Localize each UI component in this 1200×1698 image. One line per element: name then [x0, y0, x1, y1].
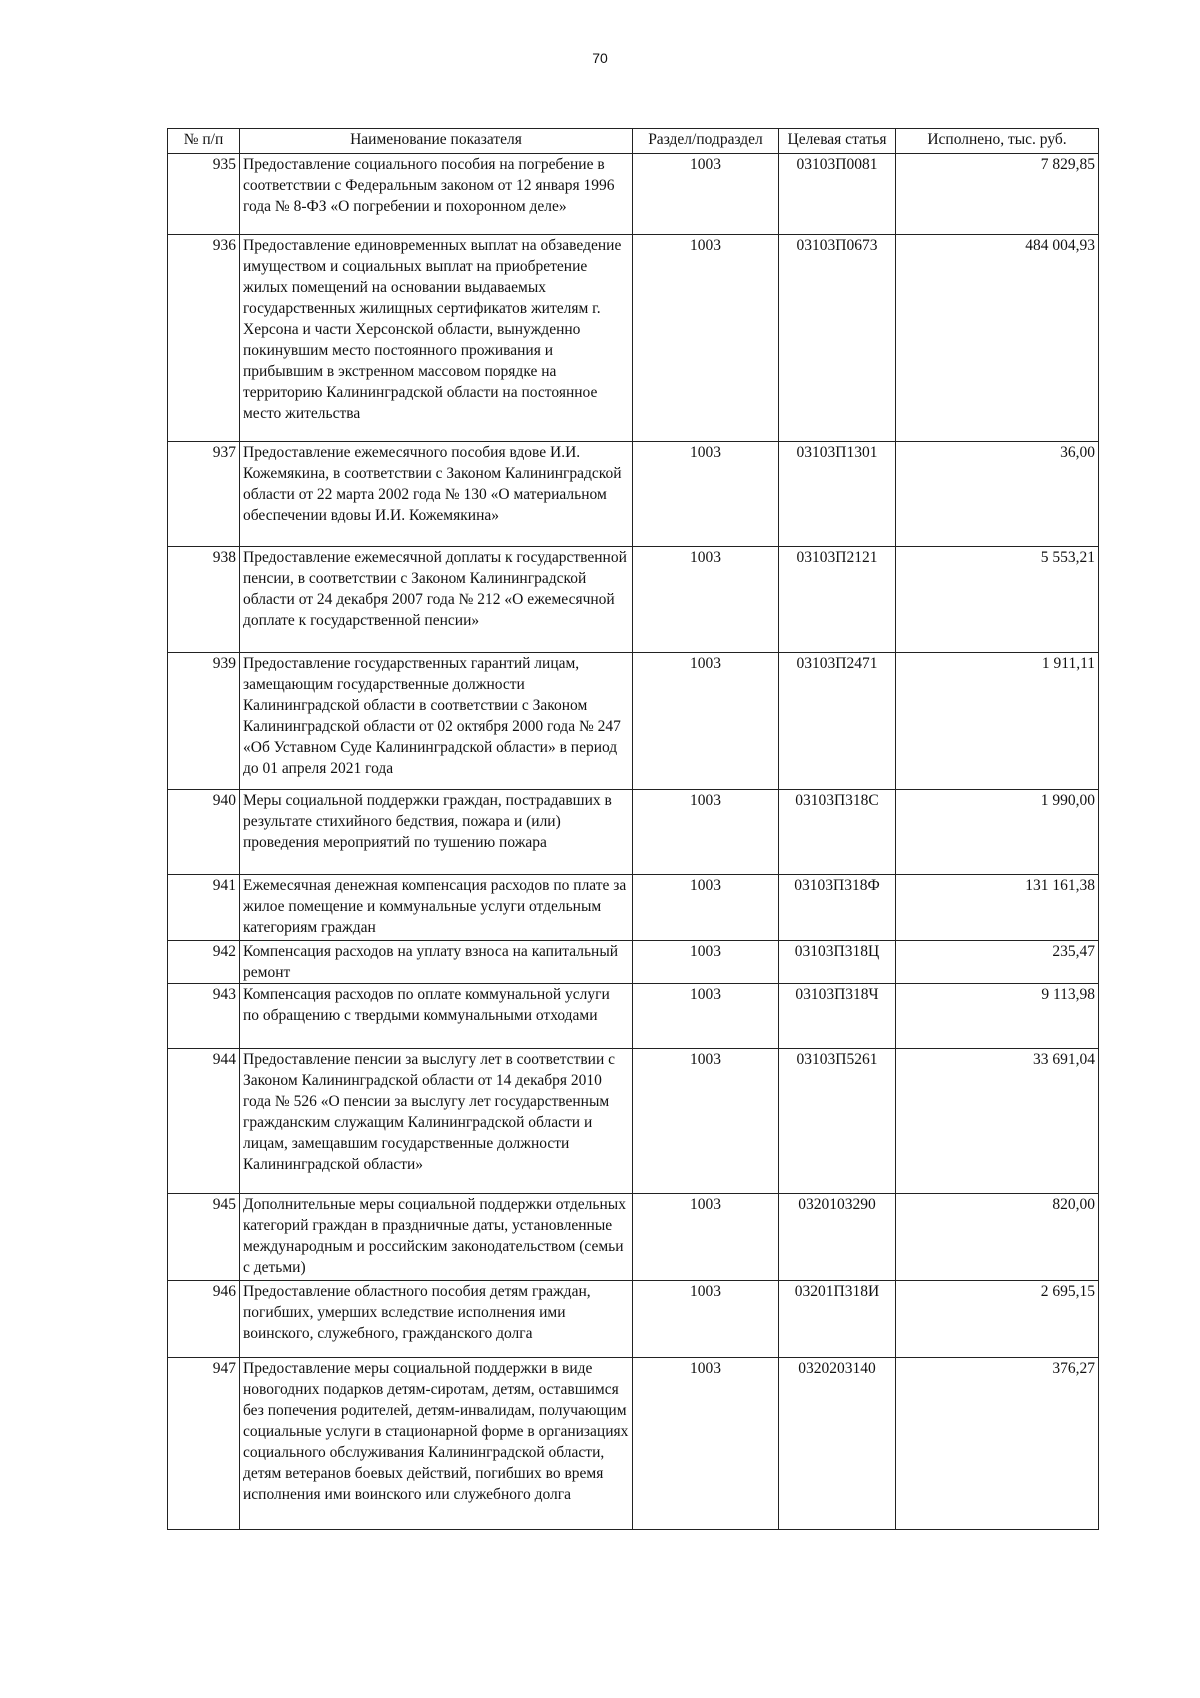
row-name: Предоставление ежемесячного пособия вдове И.И. Кожемякина, в соответствии с Законом Калининградской области от 22 марта 2002 года № 130 «О материальном обеспечении вдовы И.И. Кожемякина» — [240, 442, 633, 547]
table-row — [168, 154, 1099, 235]
row-section: 1003 — [633, 941, 779, 984]
header-row — [168, 129, 1099, 154]
row-number: 947 — [168, 1358, 240, 1530]
row-section: 1003 — [633, 1049, 779, 1194]
row-section: 1003 — [633, 442, 779, 547]
row-amount: 1 990,00 — [896, 790, 1099, 875]
row-amount: 1 911,11 — [896, 653, 1099, 790]
page-number: 70 — [592, 50, 608, 66]
table-row — [168, 875, 1099, 941]
header-num: № п/п — [168, 129, 240, 154]
table-row — [168, 547, 1099, 653]
row-amount: 9 113,98 — [896, 984, 1099, 1049]
row-name: Предоставление пенсии за выслугу лет в соответствии с Законом Калининградской области от 14 декабря 2010 года № 526 «О пенсии за выслугу лет государственным гражданским служащим Калининградской области и лицам, замещавшим государственные должности Калининградской области» — [240, 1049, 633, 1194]
row-number: 935 — [168, 154, 240, 235]
row-name: Компенсация расходов по оплате коммунальной услуги по обращению с твердыми коммунальными отходами — [240, 984, 633, 1049]
row-number: 944 — [168, 1049, 240, 1194]
row-section: 1003 — [633, 1194, 779, 1281]
header-amount: Исполнено, тыс. руб. — [896, 129, 1099, 154]
row-name: Предоставление меры социальной поддержки в виде новогодних подарков детям-сиротам, детям, оставшимся без попечения родителей, детям-инвалидам, получающим социальные услуги в стационарной форме в организациях социального обслуживания Калининградской области, детям ветеранов боевых действий, погибших во время исполнения ими воинского или служебного долга — [240, 1358, 633, 1530]
row-article: 03103П318С — [779, 790, 896, 875]
row-name: Предоставление единовременных выплат на обзаведение имуществом и социальных выплат на приобретение жилых помещений на основании выдаваемых государственных жилищных сертификатов жителям г. Херсона и части Херсонской области, вынужденно покинувшим место постоянного проживания и прибывшим в экстренном массовом порядке на территорию Калининградской области на постоянное место жительства — [240, 235, 633, 442]
row-section: 1003 — [633, 235, 779, 442]
row-amount: 5 553,21 — [896, 547, 1099, 653]
row-article: 03103П318Ц — [779, 941, 896, 984]
row-article: 03103П5261 — [779, 1049, 896, 1194]
row-article: 03103П2471 — [779, 653, 896, 790]
row-section: 1003 — [633, 154, 779, 235]
row-name: Предоставление государственных гарантий лицам, замещающим государственные должности Калининградской области в соответствии с Законом Калининградской области от 02 октября 2000 года № 247 «Об Уставном Суде Калининградской области» в период до 01 апреля 2021 года — [240, 653, 633, 790]
row-amount: 36,00 — [896, 442, 1099, 547]
row-name: Предоставление ежемесячной доплаты к государственной пенсии, в соответствии с Законом Калининградской области от 24 декабря 2007 года № 212 «О ежемесячной доплате к государственной пенсии» — [240, 547, 633, 653]
table-row — [168, 1358, 1099, 1530]
report-table — [167, 128, 1099, 1530]
row-amount: 33 691,04 — [896, 1049, 1099, 1194]
table-row — [168, 1281, 1099, 1358]
row-article: 03103П1301 — [779, 442, 896, 547]
row-name: Предоставление областного пособия детям граждан, погибших, умерших вследствие исполнения ими воинского, служебного, гражданского долга — [240, 1281, 633, 1358]
row-article: 03103П2121 — [779, 547, 896, 653]
row-section: 1003 — [633, 1281, 779, 1358]
row-name: Дополнительные меры социальной поддержки отдельных категорий граждан в праздничные даты, установленные международным и российским законодательством (семьи с детьми) — [240, 1194, 633, 1281]
row-number: 941 — [168, 875, 240, 941]
row-article: 03103П318Ф — [779, 875, 896, 941]
row-article: 0320203140 — [779, 1358, 896, 1530]
row-article: 03103П0673 — [779, 235, 896, 442]
row-amount: 131 161,38 — [896, 875, 1099, 941]
row-article: 0320103290 — [779, 1194, 896, 1281]
row-section: 1003 — [633, 790, 779, 875]
row-number: 940 — [168, 790, 240, 875]
row-number: 939 — [168, 653, 240, 790]
row-amount: 7 829,85 — [896, 154, 1099, 235]
table-row — [168, 941, 1099, 984]
row-section: 1003 — [633, 984, 779, 1049]
row-section: 1003 — [633, 653, 779, 790]
row-amount: 235,47 — [896, 941, 1099, 984]
row-name: Предоставление социального пособия на погребение в соответствии с Федеральным законом от 12 января 1996 года № 8-ФЗ «О погребении и похоронном деле» — [240, 154, 633, 235]
row-name: Компенсация расходов на уплату взноса на капитальный ремонт — [240, 941, 633, 984]
header-section: Раздел/подраздел — [633, 129, 779, 154]
row-name: Ежемесячная денежная компенсация расходов по плате за жилое помещение и коммунальные услуги отдельным категориям граждан — [240, 875, 633, 941]
header-article: Целевая статья — [779, 129, 896, 154]
row-article: 03201П318И — [779, 1281, 896, 1358]
row-amount: 376,27 — [896, 1358, 1099, 1530]
table-row — [168, 984, 1099, 1049]
row-amount: 820,00 — [896, 1194, 1099, 1281]
table-row — [168, 790, 1099, 875]
table-row — [168, 1194, 1099, 1281]
row-number: 942 — [168, 941, 240, 984]
row-number: 938 — [168, 547, 240, 653]
header-name: Наименование показателя — [240, 129, 633, 154]
row-section: 1003 — [633, 875, 779, 941]
row-number: 936 — [168, 235, 240, 442]
row-amount: 484 004,93 — [896, 235, 1099, 442]
row-name: Меры социальной поддержки граждан, пострадавших в результате стихийного бедствия, пожара и (или) проведения мероприятий по тушению пожара — [240, 790, 633, 875]
table-row — [168, 235, 1099, 442]
row-article: 03103П0081 — [779, 154, 896, 235]
row-section: 1003 — [633, 547, 779, 653]
row-amount: 2 695,15 — [896, 1281, 1099, 1358]
row-number: 946 — [168, 1281, 240, 1358]
table-row — [168, 653, 1099, 790]
table-row — [168, 442, 1099, 547]
row-number: 943 — [168, 984, 240, 1049]
table-row — [168, 1049, 1099, 1194]
row-article: 03103П318Ч — [779, 984, 896, 1049]
row-number: 945 — [168, 1194, 240, 1281]
row-section: 1003 — [633, 1358, 779, 1530]
row-number: 937 — [168, 442, 240, 547]
